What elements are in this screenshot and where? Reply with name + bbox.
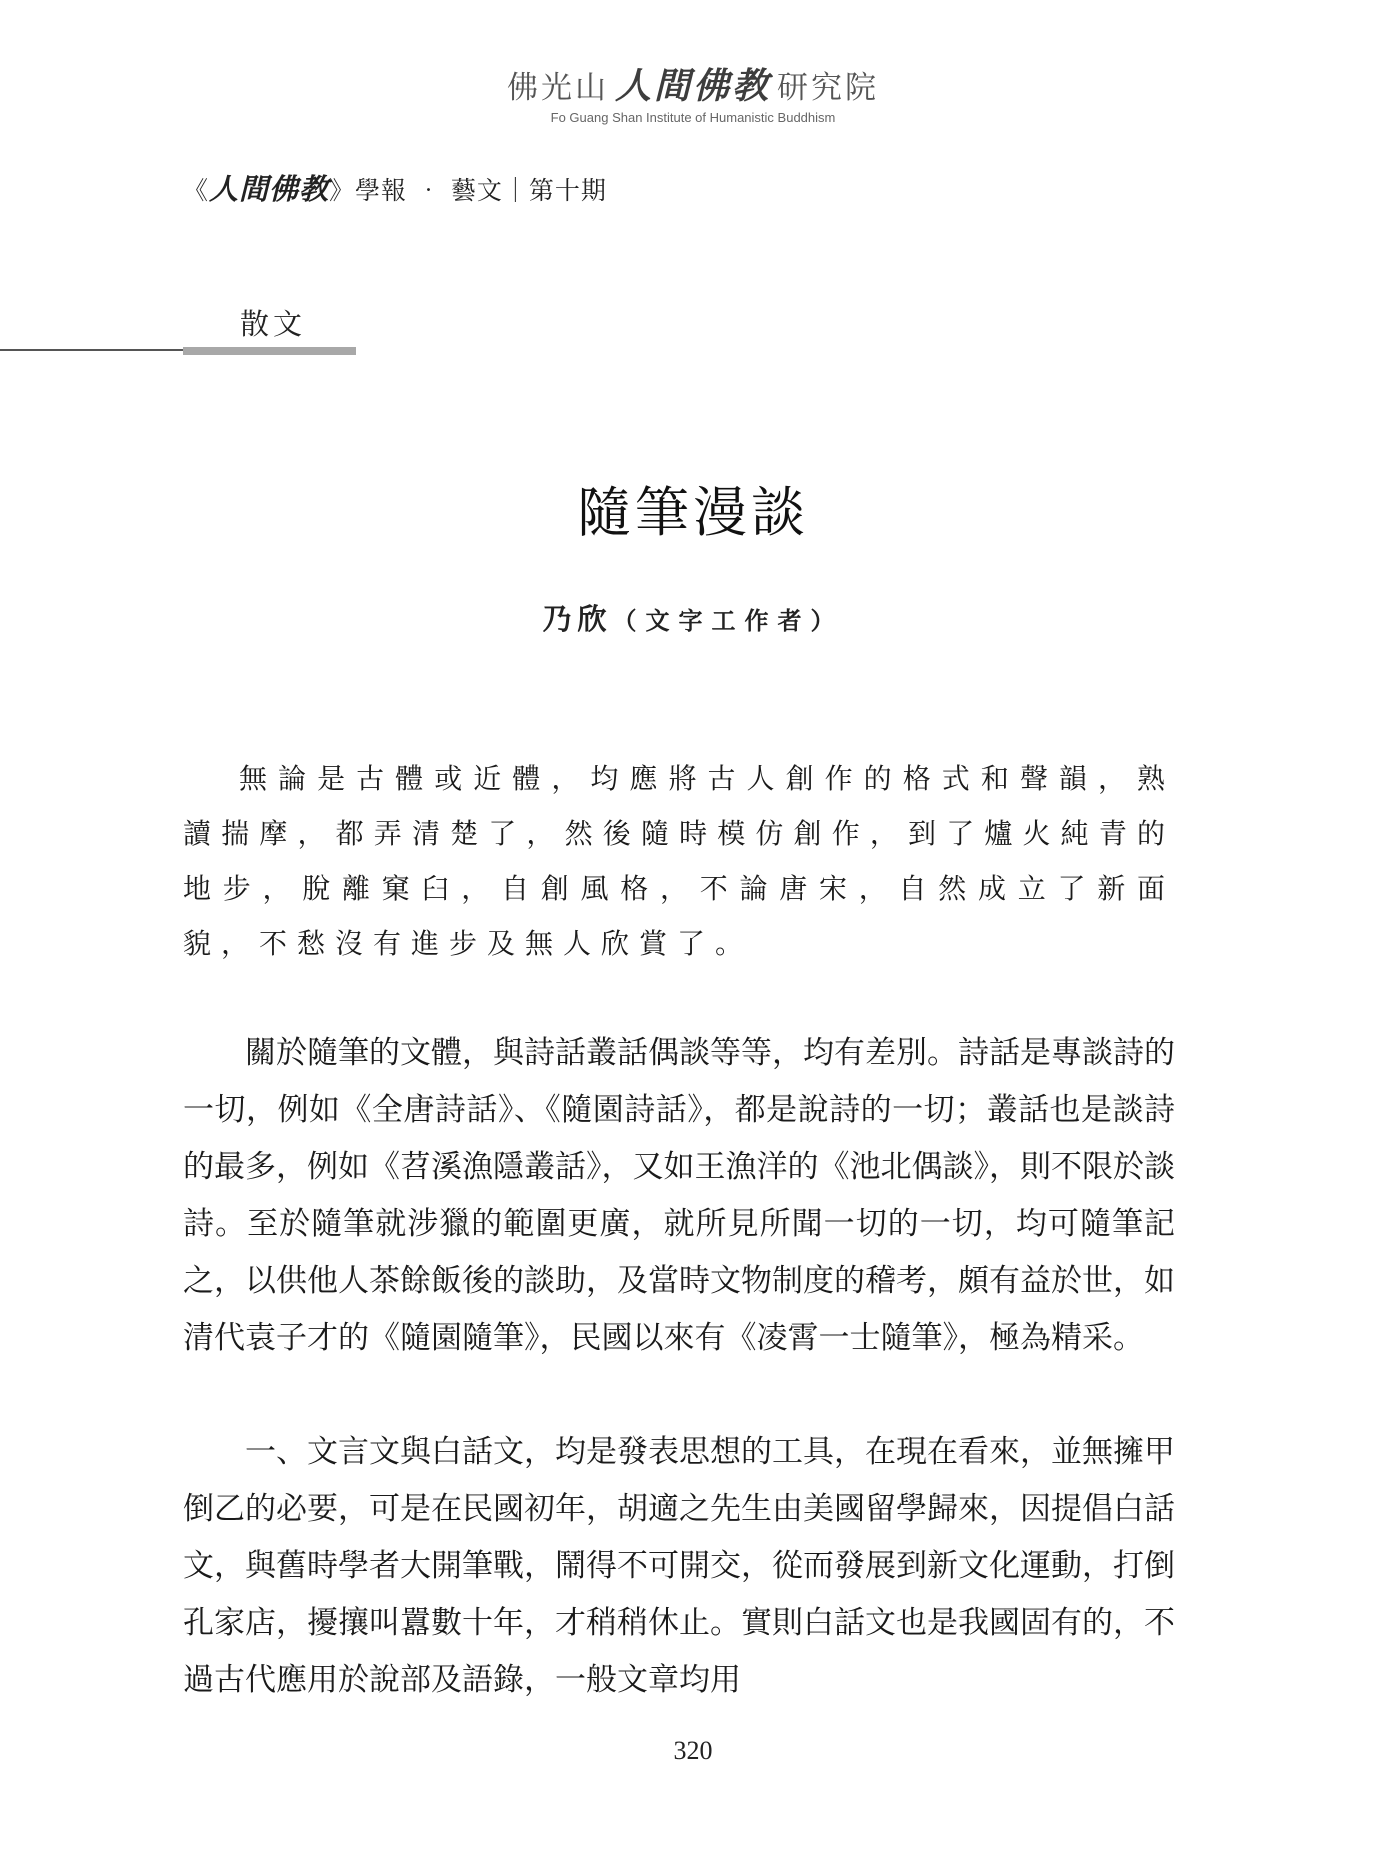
institute-brand-calligraphy: 人間佛教 [614, 65, 771, 107]
body-paragraph-2: 關於隨筆的文體，與詩話叢話偶談等等，均有差別。詩話是專談詩的一切，例如《全唐詩話》、《隨園詩話》，都是說詩的一切；叢話也是談詩的最多，例如《苕溪漁隱叢話》，又如王漁洋的《池北偶談》，則不限於談詩。至於隨筆就涉獵的範圍更廣，就所見所聞一切的一切，均可隨筆記之，以供他人茶餘飯後的談助，及當時文物制度的稽考，頗有益於世，如清代袁子才的《隨園隨筆》，民國以來有《凌霄一士隨筆》，極為精采。 [183, 1035, 1175, 1356]
article-title: 隨筆漫談 [577, 481, 809, 544]
journal-running-head [183, 167, 607, 208]
page-number: 320 [673, 1736, 713, 1765]
body-paragraph-3: 一、文言文與白話文，均是發表思想的工具，在現在看來，並無擁甲倒乙的必要，可是在民國初年，胡適之先生由美國留學歸來，因提倡白話文，與舊時學者大開筆戰，鬧得不可開交，從而發展到新文化運動，打倒孔家店，擾攘叫囂數十年，才稍稍休止。實則白話文也是我國固有的，不過古代應用於說部及語錄，一般文章均用 [183, 1434, 1175, 1698]
author-affiliation: （文字工作者） [612, 606, 844, 635]
institute-header [0, 58, 1386, 125]
institute-name [0, 58, 1386, 109]
journal-open-bracket: 《 [183, 176, 210, 205]
section-divider-accent [183, 347, 356, 355]
institute-suffix: 研究院 [777, 70, 879, 106]
section-label: 散文 [240, 307, 307, 341]
journal-issue-info: 》學報 ‧ 藝文｜第十期 [329, 176, 607, 205]
author-name: 乃欣 [542, 602, 613, 636]
body-paragraph-1: 無論是古體或近體，均應將古人創作的格式和聲韻，熟讀揣摩，都弄清楚了，然後隨時模仿創作，到了爐火純青的地步，脫離窠臼，自創風格，不論唐宋，自然成立了新面貌，不愁沒有進步及無人欣賞了。 [183, 762, 1175, 960]
institute-english-name: Fo Guang Shan Institute of Humanistic Buddhism [550, 110, 836, 125]
institute-prefix: 佛光山 [506, 70, 609, 106]
journal-brand-calligraphy: 人間佛教 [209, 172, 330, 206]
author-line [0, 597, 1386, 638]
